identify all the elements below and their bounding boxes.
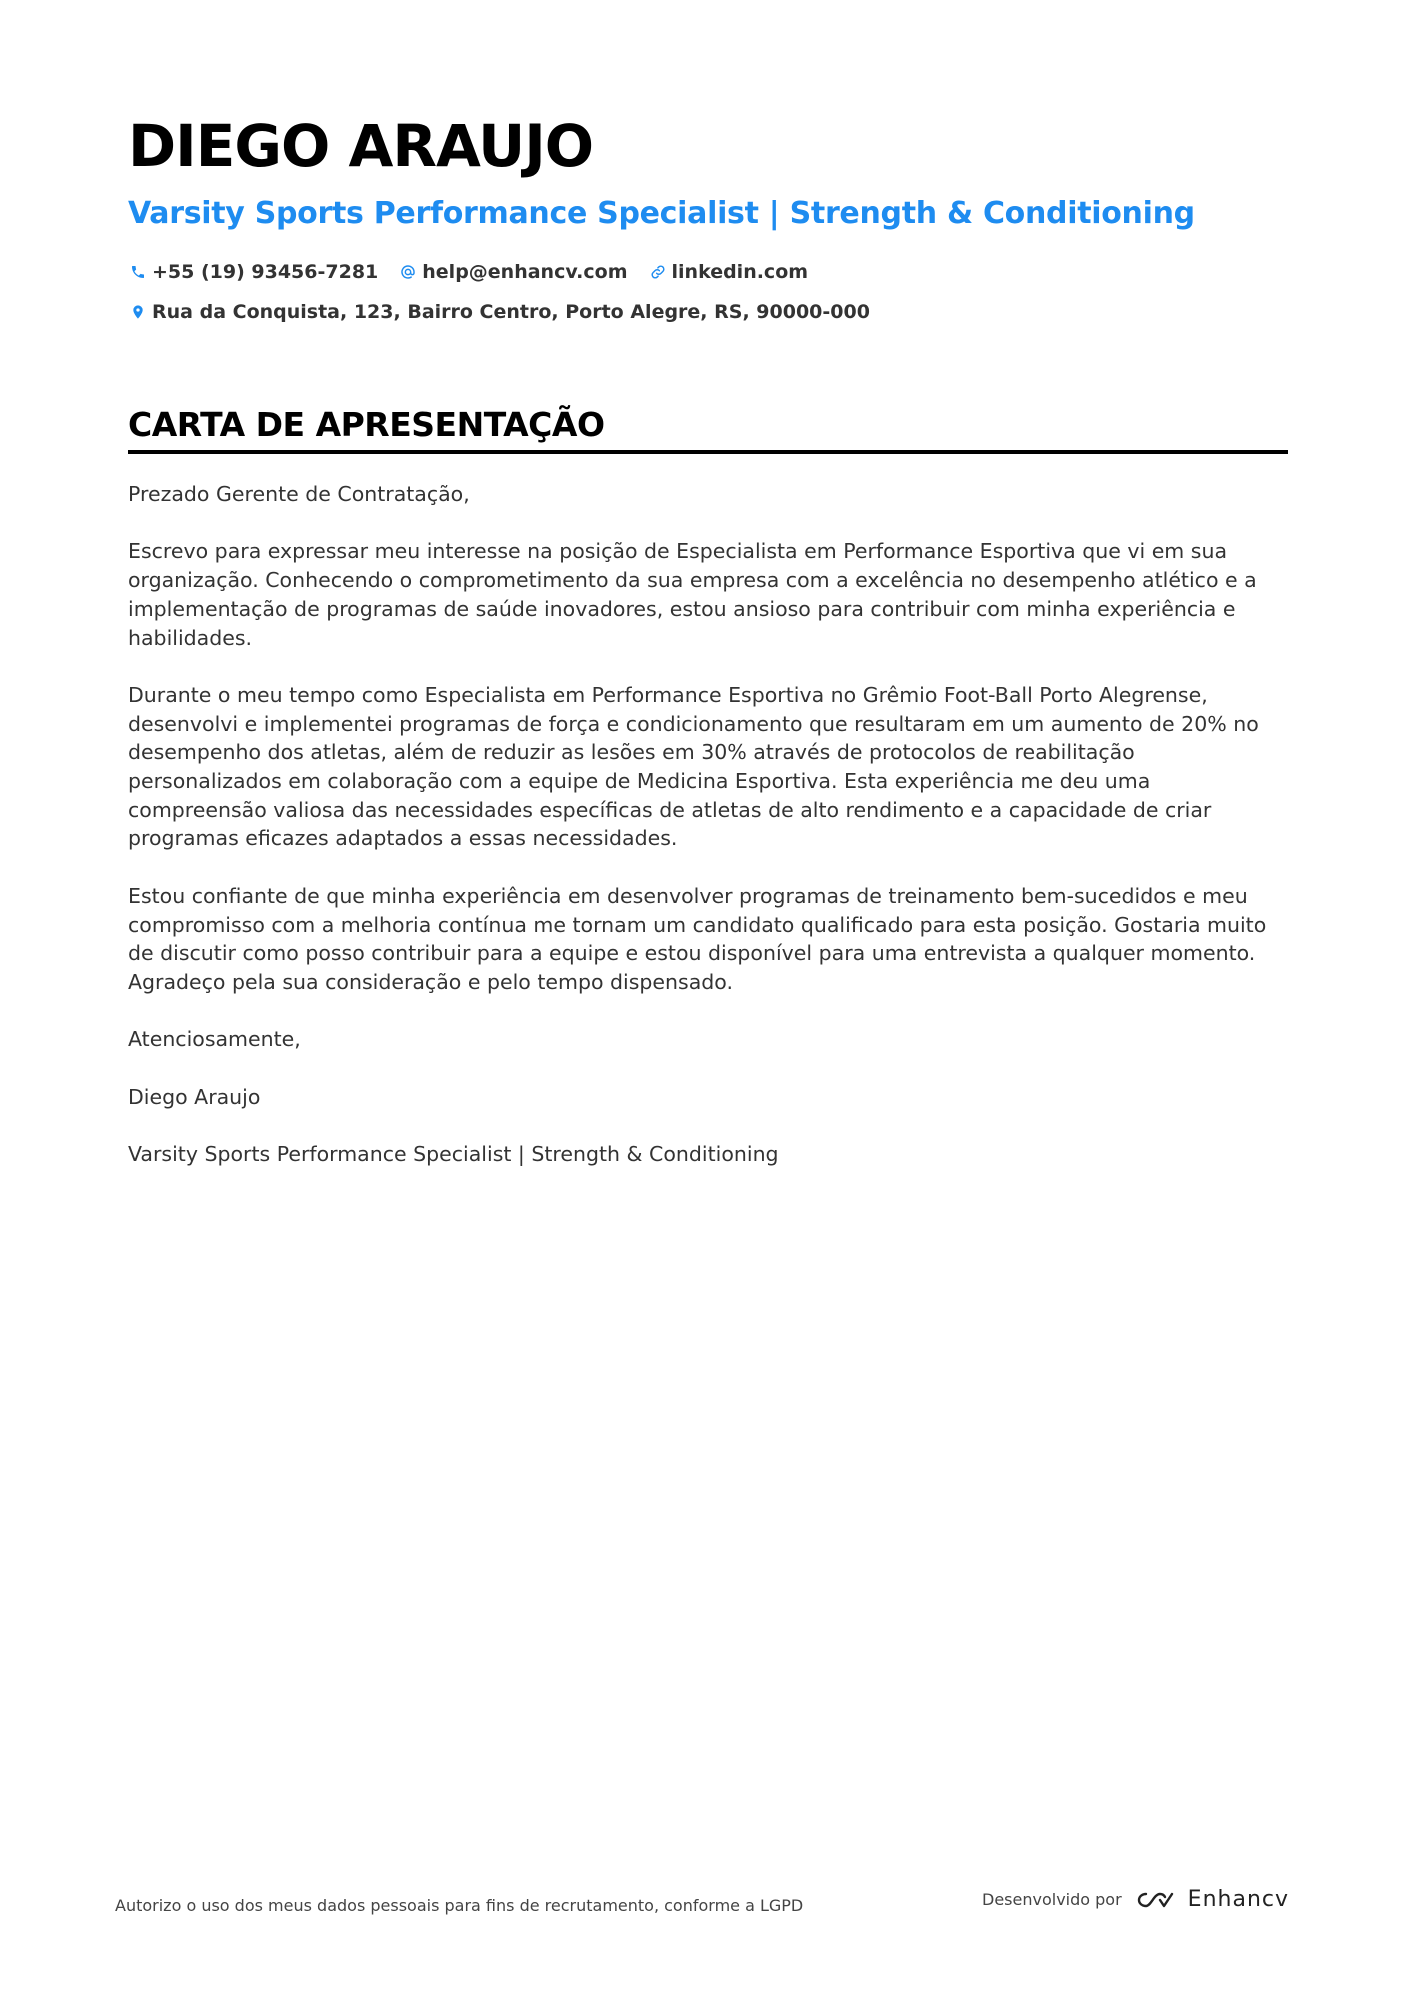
powered-by-label: Desenvolvido por [982,1890,1122,1909]
candidate-name: DIEGO ARAUJO [128,112,594,180]
header [128,108,1288,332]
contact-info [128,252,1288,332]
section-divider [128,450,1288,454]
letter-paragraph: Durante o meu tempo como Especialista em Performance Esportiva no Grêmio Foot-Ball Porto Alegrense, desenvolvi e implementei programas de força e condicionamento que resultaram em um aumento de 20% no desempenho dos atletas, além de reduzir as lesões em 30% através de protocolos de reabilitação personalizados em colaboração com a equipe de Medicina Esportiva. Esta experiência me deu uma compreensão valiosa das necessidades específicas de atletas de alto rendimento e a capacidade de criar programas eficazes adaptados a essas necessidades. [128,682,1259,851]
footer-branding [982,1887,1289,1912]
contact-phone [128,261,378,283]
email-text[interactable]: help@enhancv.com [422,261,628,283]
footer-consent: Autorizo o uso dos meus dados pessoais para fins de recrutamento, conforme a LGPD [115,1896,804,1915]
contact-address [128,301,870,323]
contact-row-primary [128,252,1288,292]
phone-icon [128,262,148,282]
contact-row-address [128,292,1288,332]
brand-name: Enhancv [1187,1887,1289,1912]
letter-body [128,480,1288,1169]
section-title: CARTA DE APRESENTAÇÃO [128,405,605,444]
address-text: Rua da Conquista, 123, Bairro Centro, Porto Alegre, RS, 90000-000 [152,301,870,323]
enhancv-logo-icon [1134,1888,1180,1912]
contact-email[interactable] [398,261,627,283]
contact-linkedin[interactable] [648,261,809,283]
linkedin-text[interactable]: linkedin.com [671,261,809,283]
letter-greeting: Prezado Gerente de Contratação, [128,482,470,506]
phone-text: +55 (19) 93456-7281 [152,261,379,283]
signature-title: Varsity Sports Performance Specialist | Strength & Conditioning [128,1142,779,1167]
at-icon [398,262,418,282]
link-icon [648,262,668,282]
candidate-headline: Varsity Sports Performance Specialist | Strength & Conditioning [128,196,1195,231]
signature-name: Diego Araujo [128,1084,261,1109]
letter-closing: Atenciosamente, [128,1027,301,1052]
letter-paragraph: Estou confiante de que minha experiência em desenvolver programas de treinamento bem-sucedidos e meu compromisso com a melhoria contínua me tornam um candidato qualificado para esta posição. Gostaria muito de discutir como posso contribuir para a equipe e estou disponível para uma entrevista a qualquer momento. Agradeço pela sua consideração e pelo tempo dispensado. [128,883,1267,994]
cover-letter-section [128,400,1288,1197]
location-pin-icon [128,302,148,322]
letter-paragraph: Escrevo para expressar meu interesse na posição de Especialista em Performance Esportiva que vi em sua organização. Conhecendo o comprometimento da sua empresa com a excelência no desempenho atlético e a implementação de programas de saúde inovadores, estou ansioso para contribuir com minha experiência e habilidades. [128,539,1257,650]
